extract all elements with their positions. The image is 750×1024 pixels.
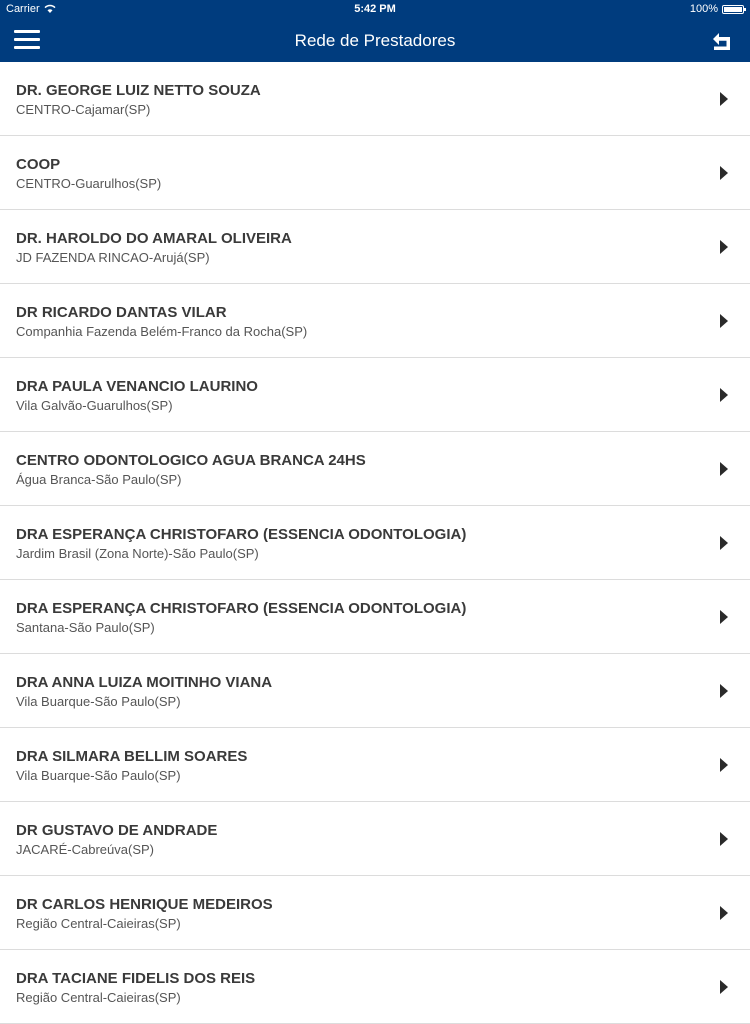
chevron-right-icon bbox=[720, 92, 728, 106]
provider-name: DR RICARDO DANTAS VILAR bbox=[16, 304, 227, 321]
provider-name: DRA ANNA LUIZA MOITINHO VIANA bbox=[16, 674, 273, 691]
provider-name: DR. GEORGE LUIZ NETTO SOUZA bbox=[16, 82, 261, 99]
provider-name: DRA ESPERANÇA CHRISTOFARO (ESSENCIA ODONTOLOGIA) bbox=[16, 526, 467, 543]
status-time: 5:42 PM bbox=[354, 3, 396, 15]
chevron-right-icon bbox=[720, 536, 728, 550]
nav-bar bbox=[0, 20, 750, 62]
carrier-label: Carrier bbox=[6, 3, 40, 15]
list-item[interactable] bbox=[0, 802, 750, 876]
return-arrow-icon[interactable] bbox=[710, 28, 736, 54]
chevron-right-icon bbox=[720, 832, 728, 846]
battery-icon bbox=[722, 5, 744, 14]
provider-name: DRA ESPERANÇA CHRISTOFARO (ESSENCIA ODONTOLOGIA) bbox=[16, 600, 467, 617]
status-bar bbox=[0, 0, 750, 20]
provider-location: JACARÉ-Cabreúva(SP) bbox=[16, 842, 154, 857]
list-item[interactable] bbox=[0, 876, 750, 950]
chevron-right-icon bbox=[720, 166, 728, 180]
provider-name: DRA PAULA VENANCIO LAURINO bbox=[16, 378, 258, 395]
list-item[interactable] bbox=[0, 580, 750, 654]
list-item[interactable] bbox=[0, 136, 750, 210]
provider-location: Região Central-Caieiras(SP) bbox=[16, 916, 181, 931]
provider-location: Vila Buarque-São Paulo(SP) bbox=[16, 768, 181, 783]
provider-list bbox=[0, 62, 750, 1024]
provider-location: Companhia Fazenda Belém-Franco da Rocha(SP) bbox=[16, 324, 308, 339]
provider-location: Vila Buarque-São Paulo(SP) bbox=[16, 694, 181, 709]
battery-percent: 100% bbox=[689, 3, 718, 15]
provider-location: Jardim Brasil (Zona Norte)-São Paulo(SP) bbox=[16, 546, 259, 561]
list-item[interactable] bbox=[0, 432, 750, 506]
provider-location: CENTRO-Guarulhos(SP) bbox=[16, 176, 162, 191]
provider-location: JD FAZENDA RINCAO-Arujá(SP) bbox=[16, 250, 210, 265]
provider-location: Vila Galvão-Guarulhos(SP) bbox=[16, 398, 173, 413]
list-item[interactable] bbox=[0, 950, 750, 1024]
chevron-right-icon bbox=[720, 314, 728, 328]
chevron-right-icon bbox=[720, 610, 728, 624]
chevron-right-icon bbox=[720, 758, 728, 772]
list-item[interactable] bbox=[0, 62, 750, 136]
list-item[interactable] bbox=[0, 358, 750, 432]
status-right bbox=[690, 3, 744, 15]
provider-location: Água Branca-São Paulo(SP) bbox=[16, 472, 182, 487]
page-title: Rede de Prestadores bbox=[294, 31, 456, 50]
list-item[interactable] bbox=[0, 654, 750, 728]
provider-name: DR CARLOS HENRIQUE MEDEIROS bbox=[16, 896, 273, 913]
provider-name: DRA TACIANE FIDELIS DOS REIS bbox=[16, 970, 256, 987]
provider-location: CENTRO-Cajamar(SP) bbox=[16, 102, 151, 117]
provider-name: COOP bbox=[16, 156, 61, 173]
provider-location: Região Central-Caieiras(SP) bbox=[16, 990, 181, 1005]
chevron-right-icon bbox=[720, 906, 728, 920]
chevron-right-icon bbox=[720, 240, 728, 254]
list-item[interactable] bbox=[0, 728, 750, 802]
list-item[interactable] bbox=[0, 506, 750, 580]
provider-name: DR GUSTAVO DE ANDRADE bbox=[16, 822, 218, 839]
list-item[interactable] bbox=[0, 210, 750, 284]
provider-name: DRA SILMARA BELLIM SOARES bbox=[16, 748, 248, 765]
provider-name: DR. HAROLDO DO AMARAL OLIVEIRA bbox=[16, 230, 292, 247]
provider-location: Santana-São Paulo(SP) bbox=[16, 620, 155, 635]
provider-name: CENTRO ODONTOLOGICO AGUA BRANCA 24HS bbox=[16, 452, 366, 469]
chevron-right-icon bbox=[720, 388, 728, 402]
list-item[interactable] bbox=[0, 284, 750, 358]
chevron-right-icon bbox=[720, 462, 728, 476]
chevron-right-icon bbox=[720, 980, 728, 994]
chevron-right-icon bbox=[720, 684, 728, 698]
